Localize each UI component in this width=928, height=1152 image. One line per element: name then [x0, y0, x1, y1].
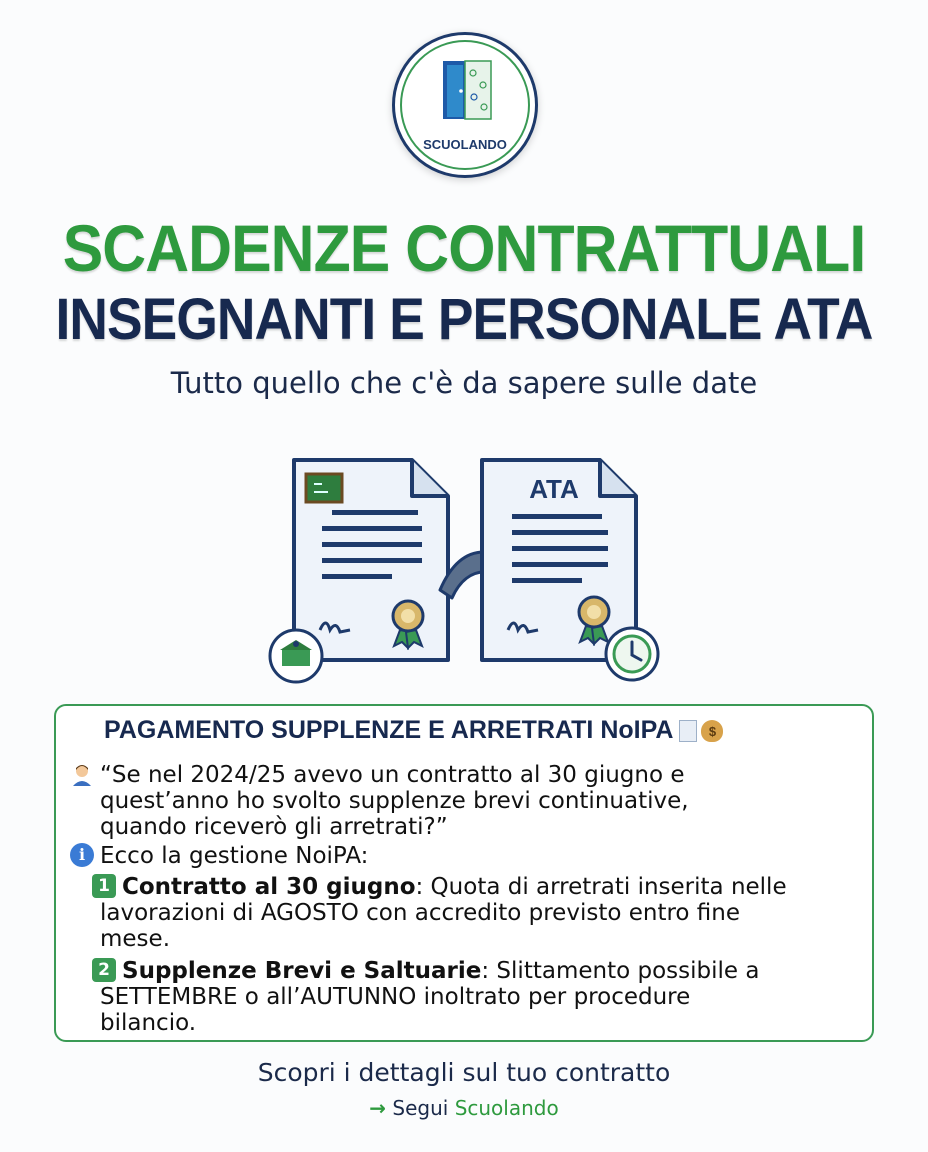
door-icon [441, 57, 493, 127]
page-title: SCADENZE CONTRATTUALI [62, 211, 866, 285]
item-1-bold: Contratto al 30 giugno [122, 874, 416, 900]
intro-text: Ecco la gestione NoiPA: [100, 843, 369, 869]
item-1-text-1: : Quota di arretrati inserita nelle [415, 874, 787, 900]
item-2-line-1 [122, 958, 759, 984]
number-1-badge: 1 [92, 874, 116, 898]
card-title-text: PAGAMENTO SUPPLENZE E ARRETRATI NoIPA [104, 716, 674, 744]
item-1-line-1 [122, 874, 787, 900]
ata-label: ATA [529, 474, 579, 504]
item-1-line-2: lavorazioni di AGOSTO con accredito previsto entro fine [100, 900, 741, 926]
follow-prefix: Segui [392, 1096, 449, 1120]
arrow-right-icon: → [369, 1096, 387, 1120]
number-2-badge: 2 [92, 958, 116, 982]
follow-brand[interactable]: Scuolando [454, 1096, 559, 1120]
question-line-2: quest’anno ho svolto supplenze brevi continuative, [100, 788, 689, 814]
money-bag-icon: $ [701, 720, 723, 742]
logo-text: SCUOLANDO [423, 137, 507, 152]
scuolando-logo [392, 32, 538, 178]
item-2-bold: Supplenze Brevi e Saltuarie [122, 958, 482, 984]
school-icon [270, 630, 322, 682]
page-subtitle: Tutto quello che c'è da sapere sulle date [170, 366, 758, 400]
page-title-line2: INSEGNANTI E PERSONALE ATA [55, 287, 873, 352]
item-2-text-1: : Slittamento possibile a [481, 958, 760, 984]
document-icon [679, 720, 697, 742]
clock-icon [606, 628, 658, 680]
info-icon: i [70, 843, 94, 867]
item-2-line-3: bilancio. [100, 1010, 197, 1036]
item-1-line-3: mese. [100, 926, 170, 952]
cta-text: Scopri i dettagli sul tuo contratto [257, 1058, 671, 1087]
question-line-1: “Se nel 2024/25 avevo un contratto al 30 giugno e [100, 762, 685, 788]
item-2-line-2: SETTEMBRE o all’AUTUNNO inoltrato per procedure [100, 984, 691, 1010]
contract-illustration [262, 452, 666, 688]
person-icon [70, 762, 94, 786]
teacher-document-icon [294, 460, 448, 660]
follow-line[interactable] [0, 1096, 928, 1120]
card-title [104, 716, 723, 745]
question-line-3: quando riceverò gli arretrati?” [100, 814, 448, 840]
